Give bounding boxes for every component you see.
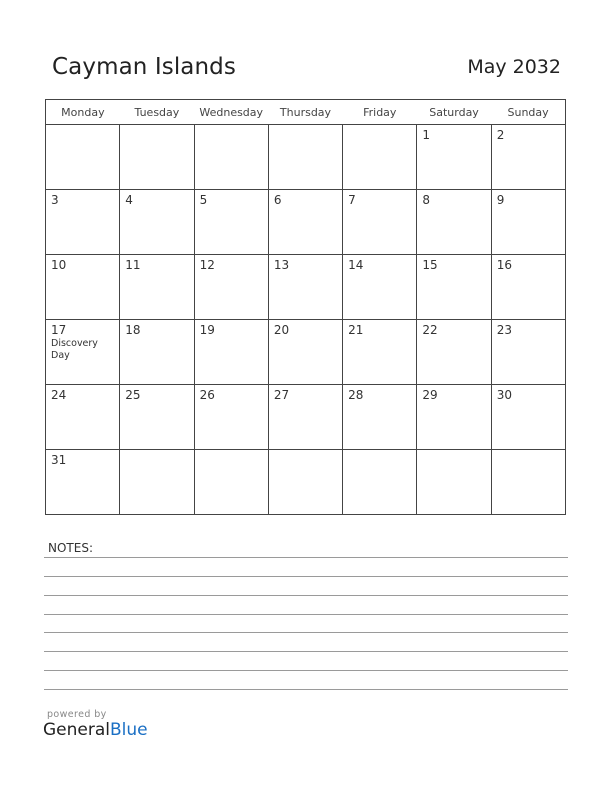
calendar-grid (45, 99, 566, 515)
empty-cell (268, 125, 342, 190)
day-cell (343, 320, 417, 385)
day-number: 1 (422, 128, 431, 142)
day-cell (120, 385, 194, 450)
day-cell (46, 320, 120, 385)
day-number: 25 (125, 388, 141, 402)
notes-label: NOTES: (48, 541, 93, 555)
day-number: 28 (348, 388, 364, 402)
day-number: 24 (51, 388, 67, 402)
day-number: 3 (51, 193, 59, 207)
day-number: 9 (496, 193, 505, 207)
week-row (46, 125, 566, 190)
logo-general: General (43, 720, 110, 740)
day-cell (194, 190, 268, 255)
notes-line (44, 689, 568, 690)
day-number: 23 (496, 323, 512, 337)
notes-line (44, 576, 568, 577)
day-number: 16 (496, 258, 512, 272)
day-number: 17 (51, 323, 67, 337)
calendar-title: Cayman Islands (52, 54, 236, 80)
empty-cell (343, 450, 417, 515)
day-number: 11 (125, 258, 141, 272)
empty-cell (120, 125, 194, 190)
logo-blue: Blue (110, 720, 148, 740)
day-number: 12 (199, 258, 215, 272)
weekday-wednesday: Wednesday (194, 100, 268, 125)
weekday-friday: Friday (343, 100, 417, 125)
day-number: 20 (273, 323, 290, 337)
day-number: 4 (125, 193, 133, 207)
generalblue-logo (43, 720, 148, 740)
empty-cell (268, 450, 342, 515)
day-cell (194, 385, 268, 450)
empty-cell (343, 125, 417, 190)
day-number: 14 (348, 258, 364, 272)
day-cell (46, 450, 120, 515)
day-number: 8 (422, 193, 431, 207)
calendar-month: May 2032 (467, 56, 561, 78)
day-cell (120, 190, 194, 255)
day-number: 22 (422, 323, 438, 337)
day-cell (417, 385, 491, 450)
notes-line (44, 670, 568, 671)
day-cell (46, 385, 120, 450)
day-cell (491, 125, 565, 190)
day-number: 29 (422, 388, 438, 402)
notes-line (44, 651, 568, 652)
day-cell (417, 125, 491, 190)
day-cell (343, 190, 417, 255)
day-cell (46, 255, 120, 320)
empty-cell (120, 450, 194, 515)
day-number: 10 (51, 258, 67, 272)
notes-line (44, 595, 568, 596)
day-number: 18 (125, 323, 141, 337)
day-number: 7 (348, 193, 356, 207)
empty-cell (194, 450, 268, 515)
day-cell (343, 255, 417, 320)
day-cell (343, 385, 417, 450)
weekday-thursday: Thursday (268, 100, 342, 125)
day-cell (417, 255, 491, 320)
day-cell (194, 255, 268, 320)
week-row (46, 255, 566, 320)
day-number: 6 (273, 193, 282, 207)
day-cell (268, 320, 342, 385)
day-number: 30 (496, 388, 512, 402)
holiday-label: Discovery Day (51, 338, 98, 361)
day-number: 2 (496, 128, 505, 142)
day-cell (268, 190, 342, 255)
day-cell (194, 320, 268, 385)
empty-cell (46, 125, 120, 190)
empty-cell (491, 450, 565, 515)
day-cell (120, 255, 194, 320)
notes-line (44, 557, 568, 558)
day-cell (417, 320, 491, 385)
notes-line (44, 614, 568, 615)
day-cell (491, 255, 565, 320)
day-number: 21 (348, 323, 364, 337)
weekday-saturday: Saturday (417, 100, 491, 125)
day-number: 31 (51, 453, 67, 467)
day-cell (46, 190, 120, 255)
day-cell (268, 385, 342, 450)
powered-by-text: powered by (47, 709, 107, 720)
day-number: 5 (199, 193, 208, 207)
week-row (46, 385, 566, 450)
weekday-sunday: Sunday (491, 100, 565, 125)
day-cell (491, 385, 565, 450)
day-cell (491, 320, 565, 385)
day-cell (120, 320, 194, 385)
week-row (46, 190, 566, 255)
day-cell (417, 190, 491, 255)
day-number: 19 (199, 323, 215, 337)
empty-cell (194, 125, 268, 190)
day-number: 26 (199, 388, 215, 402)
week-row (46, 320, 566, 385)
day-number: 15 (422, 258, 438, 272)
notes-line (44, 632, 568, 633)
weekday-monday: Monday (46, 100, 120, 125)
weekday-tuesday: Tuesday (120, 100, 194, 125)
day-cell (491, 190, 565, 255)
day-number: 27 (273, 388, 290, 402)
week-row (46, 450, 566, 515)
empty-cell (417, 450, 491, 515)
weekday-header-row (46, 100, 566, 125)
day-number: 13 (273, 258, 290, 272)
day-cell (268, 255, 342, 320)
